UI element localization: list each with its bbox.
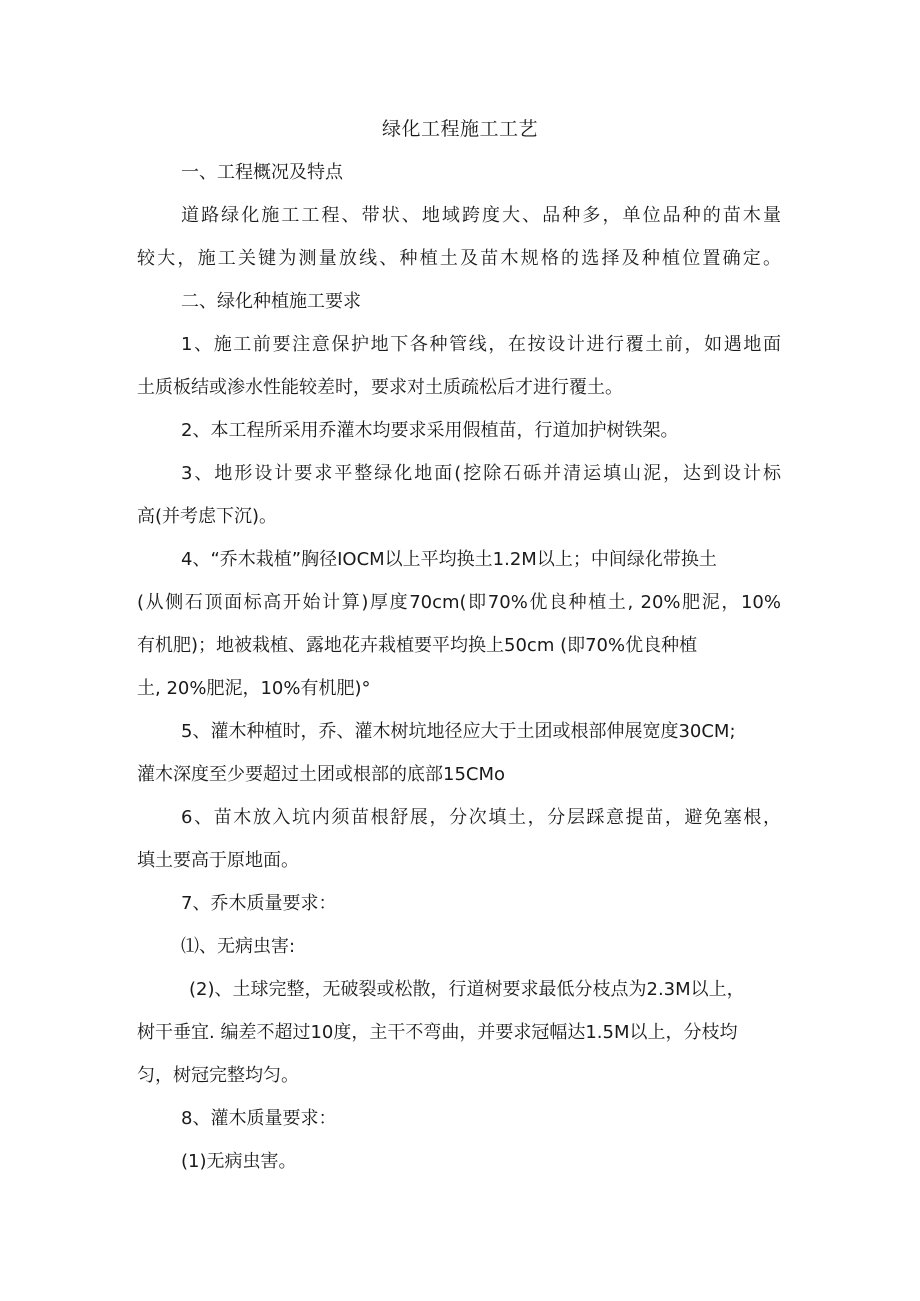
paragraph-line: 4、“乔木栽植”胸径IOCM以上平均换土1.2M以上；中间绿化带换土 (181, 549, 717, 570)
paragraph-line: 土质板结或渗水性能较差时，要求对土质疏松后才进行覆土。 (137, 377, 623, 398)
section-heading-planting: 二、绿化种植施工要求 (181, 291, 361, 312)
document-title: 绿化工程施工工艺 (381, 118, 538, 140)
section-heading-overview: 一、工程概况及特点 (181, 162, 343, 183)
paragraph-line: 土, 20%肥泥，10%有机肥)° (137, 678, 371, 699)
list-item: ⑴、无病虫害: (181, 936, 296, 957)
paragraph-line: 道路绿化施工工程、带状、地域跨度大、品种多，单位品种的苗木量 (181, 205, 781, 226)
paragraph-line: 6、苗木放入坑内须苗根舒展，分次填土，分层踩意提苗，避免塞根， (181, 807, 781, 828)
paragraph-line: 高(并考虑下沉)。 (137, 506, 278, 527)
paragraph-line: 1、施工前要注意保护地下各种管线，在按设计进行覆土前，如遇地面 (181, 334, 781, 355)
paragraph-line: 匀，树冠完整均匀。 (137, 1065, 299, 1086)
list-item: (2)、土球完整，无破裂或松散，行道树要求最低分枝点为2.3M以上， (189, 979, 745, 1000)
list-item: (1)无病虫害。 (181, 1151, 297, 1172)
paragraph-line: 树干垂宜. 编差不超过10度，主干不弯曲，并要求冠幅达1.5M以上，分枝均 (137, 1022, 738, 1043)
paragraph-line: (从侧石顶面标高开始计算)厚度70cm(即70%优良种植土, 20%肥泥，10% (137, 592, 781, 613)
paragraph-line: 5、灌木种植时，乔、灌木树坑地径应大于土团或根部伸展宽度30CM; (181, 721, 736, 742)
paragraph-line: 较大，施工关键为测量放线、种植土及苗木规格的选择及种植位置确定。 (137, 248, 781, 269)
paragraph-line: 3、地形设计要求平整绿化地面(挖除石砾并清运填山泥，达到设计标 (181, 463, 781, 484)
paragraph-line: 灌木深度至少要超过土团或根部的底部15CMo (137, 764, 506, 785)
subsection-heading-shrub-quality: 8、灌木质量要求： (181, 1108, 337, 1129)
paragraph-line: 有机肥)；地被栽植、露地花卉栽植要平均换上50cm (即70%优良种植 (137, 635, 698, 656)
subsection-heading-tree-quality: 7、乔木质量要求： (181, 893, 337, 914)
paragraph-line: 2、本工程所采用乔灌木均要求采用假植苗，行道加护树铁架。 (181, 420, 679, 441)
paragraph-line: 填土要高于原地面。 (137, 850, 299, 871)
